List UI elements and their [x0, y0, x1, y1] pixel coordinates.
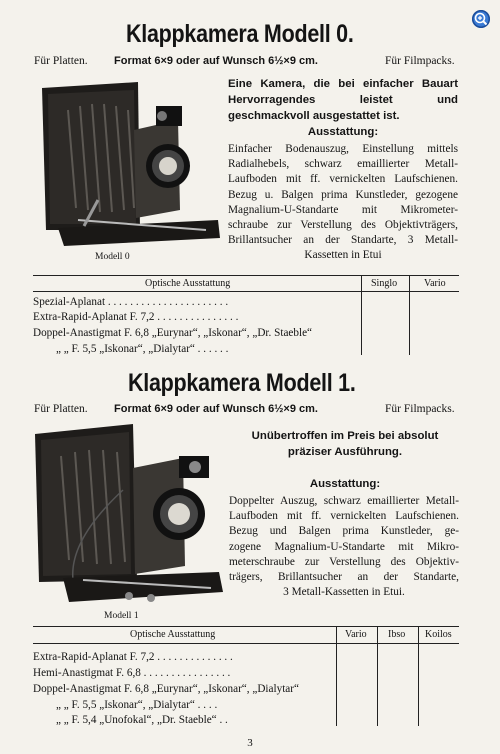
table-rule	[33, 291, 459, 292]
table-row: Hemi-Anastigmat F. 6,8 . . . . . . . . . . . . . . . .	[33, 667, 231, 679]
description-line: Doppelter Auszug, schwarz emaillierter Metall-	[229, 495, 459, 507]
table-rule	[33, 643, 459, 644]
description-line: 3 Metall-Kassetten in Etui.	[283, 586, 405, 599]
caption-modell-1: Modell 1	[104, 611, 139, 621]
description-line: meterschraube zur Verstellung des Objektiv-	[229, 555, 459, 568]
table-row: Doppel-Anastigmat F. 6,8 „Eurynar“, „Iskonar“, „Dialytar“	[33, 683, 299, 695]
caption-modell-0: Modell 0	[95, 252, 130, 262]
table-row: Extra-Rapid-Aplanat F. 7,2 . . . . . . . . . . . . . .	[33, 651, 233, 663]
table-header-vario: Vario	[424, 278, 446, 289]
format-left-1: Für Platten.	[34, 403, 88, 415]
table-col-divider	[418, 626, 419, 726]
title-modell-0: Klappkamera Modell 0.	[126, 20, 354, 48]
description-line: trägers, Brillantsucher an der Standarte,	[229, 571, 459, 584]
description-1	[229, 494, 459, 600]
table-row: „ „ F. 5,5 „Iskonar“, „Dialytar“ . . . . . .	[56, 343, 229, 355]
format-right-0: Für Filmpacks.	[385, 55, 455, 67]
table-col-divider	[336, 626, 337, 726]
table-header-singlo: Singlo	[371, 278, 398, 289]
table-header-koilos: Koilos	[425, 629, 452, 640]
description-line: Bezug u. Balgen prima Kunstleder, gezogene	[228, 188, 458, 201]
description-line: Einfacher Bodenauszug, Einstellung mittels	[228, 143, 458, 155]
description-line: Magnalium-U-Standarte mit Mikrometer-	[228, 203, 458, 216]
table-header-ibso: Ibso	[388, 629, 406, 640]
table-row: Spezial-Aplanat . . . . . . . . . . . . . . . . . . . . . .	[33, 296, 229, 308]
description-0	[228, 142, 458, 264]
table-header-optik: Optische Ausstattung	[130, 629, 216, 640]
table-col-divider	[361, 275, 362, 355]
format-mid-0: Format 6×9 oder auf Wunsch 6½×9 cm.	[114, 55, 318, 67]
table-row: Doppel-Anastigmat F. 6,8 „Eurynar“, „Iskonar“, „Dr. Staeble“	[33, 327, 313, 339]
format-left-0: Für Platten.	[34, 55, 88, 67]
description-line: Kassetten in Etui	[304, 249, 382, 262]
table-row: „ „ F. 5,4 „Unofokal“, „Dr. Staeble“ . .	[56, 714, 228, 726]
title-modell-1: Klappkamera Modell 1.	[128, 369, 356, 397]
description-line: Brillantsucher an der Standarte, 3 Metall-	[228, 234, 458, 247]
lead-text-1: Unübertroffen im Preis bei absolut präziser Ausführung.	[251, 430, 439, 458]
ausstattung-heading-1: Ausstattung:	[309, 478, 381, 490]
format-right-1: Für Filmpacks.	[385, 403, 455, 415]
page-number: 3	[247, 737, 253, 749]
description-line: Bezug und Balgen prima Kunstleder, ge-	[229, 525, 459, 538]
table-rule	[33, 275, 459, 276]
description-line: schraube zur Verstellung des Objektivträgers,	[228, 219, 458, 232]
description-line: Radialhebels, schwarz emaillierter Metall-	[228, 158, 458, 171]
camera-modell-1-illustration	[33, 420, 225, 610]
table-rule	[33, 626, 459, 627]
ausstattung-heading-0: Ausstattung:	[307, 126, 379, 138]
description-line: Laufboden mit ff. vernickelten Laufschienen.	[228, 173, 458, 186]
table-header-optik: Optische Ausstattung	[145, 278, 231, 289]
table-col-divider	[409, 275, 410, 355]
description-line: zogene Magnalium-U-Standarte mit Mikro-	[229, 540, 459, 553]
table-row: Extra-Rapid-Aplanat F. 7,2 . . . . . . . . . . . . . . .	[33, 311, 239, 323]
table-header-vario: Vario	[345, 629, 367, 640]
table-row: „ „ F. 5,5 „Iskonar“, „Dialytar“ . . . .	[56, 699, 218, 711]
description-line: Laufboden mit ff. vernickelten Laufschienen.	[229, 510, 459, 523]
format-mid-1: Format 6×9 oder auf Wunsch 6½×9 cm.	[114, 403, 318, 415]
magnifier-plus-icon	[472, 10, 490, 28]
camera-modell-0-illustration	[38, 80, 220, 252]
lead-text-0: Eine Kamera, die bei einfacher Bauart Hervorragendes leistet und geschmackvoll ausgestattet ist.	[228, 78, 458, 122]
table-col-divider	[377, 626, 378, 726]
zoom-magnifier-icon[interactable]	[472, 10, 490, 28]
